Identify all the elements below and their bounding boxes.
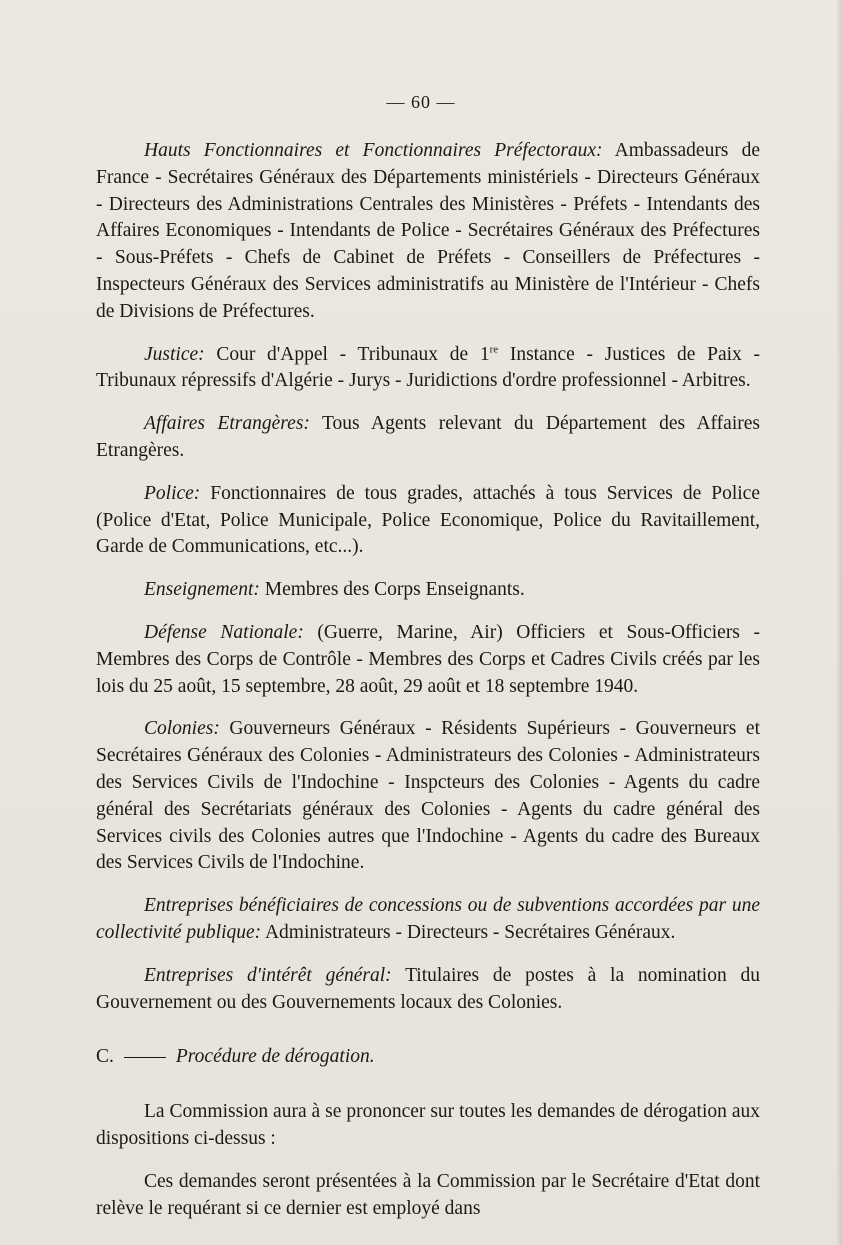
paragraph-lead: Hauts Fonctionnaires et Fonctionnaires Préfectoraux: — [144, 140, 603, 161]
paragraph-lead: Enseignement: — [144, 579, 260, 601]
section-title: Procédure de dérogation. — [175, 1046, 375, 1068]
paragraph-entreprises-beneficiaires — [96, 893, 760, 947]
paragraph-demandes: Ces demandes seront présentées à la Commission par le Secrétaire d'Etat dont relève le requérant si ce dernier est employé dans — [96, 1170, 760, 1219]
paragraph-enseignement — [96, 577, 760, 604]
section-letter: C. — [96, 1046, 114, 1068]
paragraph-text: Cour d'Appel - Tribunaux de 1 — [204, 343, 490, 365]
page-body — [96, 138, 760, 1238]
paragraph-lead: Colonies: — [144, 718, 220, 740]
paragraph-police — [96, 481, 760, 561]
paragraph-text: Tous Agents relevant du Département des Affaires Etrangères. — [96, 413, 760, 461]
paragraph-entreprises-interet-general — [96, 963, 760, 1017]
paragraph-text: Titulaires de postes à la nomination du Gouvernement ou des Gouvernements locaux des Colonies. — [96, 964, 760, 1013]
paragraph-affaires-etrangeres — [96, 411, 760, 465]
paragraph-commission: La Commission aura à se prononcer sur toutes les demandes de dérogation aux dispositions ci-dessus : — [96, 1101, 760, 1149]
paragraph-lead: Défense Nationale: — [144, 621, 304, 643]
em-dash-rule — [124, 1057, 166, 1058]
paragraph-text: Gouverneurs Généraux - Résidents Supérieurs - Gouverneurs et Secrétaires Généraux des Colonies - Administrateurs des Colonies - Administrateurs des Services Civils de l'Indochine - Inspcteurs des Colonies - Agents du cadre général des Secrétariats généraux des Colonies - Agents du cadre général des Services civils des Colonies autres que l'Indochine - Agents du cadre des Bureaux des Services Civils de l'Indochine. — [96, 718, 760, 874]
paragraph-text: Ambassadeurs de France - Secrétaires Généraux des Départements ministériels - Directeurs Généraux - Directeurs des Administrations Centrales des Ministères - Préfets - Intendants des Affaires Economiques - Intendants de Police - Secrétaires Généraux des Préfectures - Sous-Préfets - Chefs de Cabinet de Préfets - Conseillers de Préfectures - Inspecteurs Généraux des Services administratifs au Ministère de l'Intérieur - Chefs de Divisions de Préfectures. — [96, 140, 760, 322]
section-heading — [96, 1044, 760, 1071]
paragraph-colonies — [96, 716, 760, 877]
paragraph-lead: Entreprises bénéficiaires de concessions ou de subventions accordées par une collectivité publique: — [96, 895, 760, 943]
paragraph-text: (Guerre, Marine, Air) Officiers et Sous-Officiers - Membres des Corps de Contrôle - Membres des Corps et Cadres Civils créés par les lois du 25 août, 15 septembre, 28 août, 29 août et 18 septembre 1940. — [96, 621, 760, 697]
paragraph-defense-nationale — [96, 620, 760, 700]
paragraph-lead: Police: — [144, 482, 201, 504]
paragraph-lead: Entreprises d'intérêt général: — [144, 964, 392, 986]
paragraph-text: Fonctionnaires de tous grades, attachés à tous Services de Police (Police d'Etat, Police Municipale, Police Economique, Police du Ravitaillement, Garde de Communications, etc...). — [96, 482, 760, 558]
paragraph-text: Administrateurs - Directeurs - Secrétaires Généraux. — [261, 921, 676, 943]
paragraph-text: Membres des Corps Enseignants. — [259, 579, 525, 601]
page-edge-shadow — [836, 0, 842, 1245]
paragraph-hauts-fonctionnaires — [96, 138, 760, 326]
paragraph-lead: Justice: — [144, 343, 205, 365]
paragraph-justice — [96, 342, 760, 396]
paragraph-lead: Affaires Etrangères: — [144, 413, 310, 435]
page-number: — 60 — — [386, 92, 456, 112]
ordinal-superscript: re — [489, 343, 499, 356]
paragraph-text: Instance - Justices de Paix - Tribunaux répressifs d'Algérie - Jurys - Juridictions d'ordre professionnel - Arbitres. — [96, 343, 760, 392]
